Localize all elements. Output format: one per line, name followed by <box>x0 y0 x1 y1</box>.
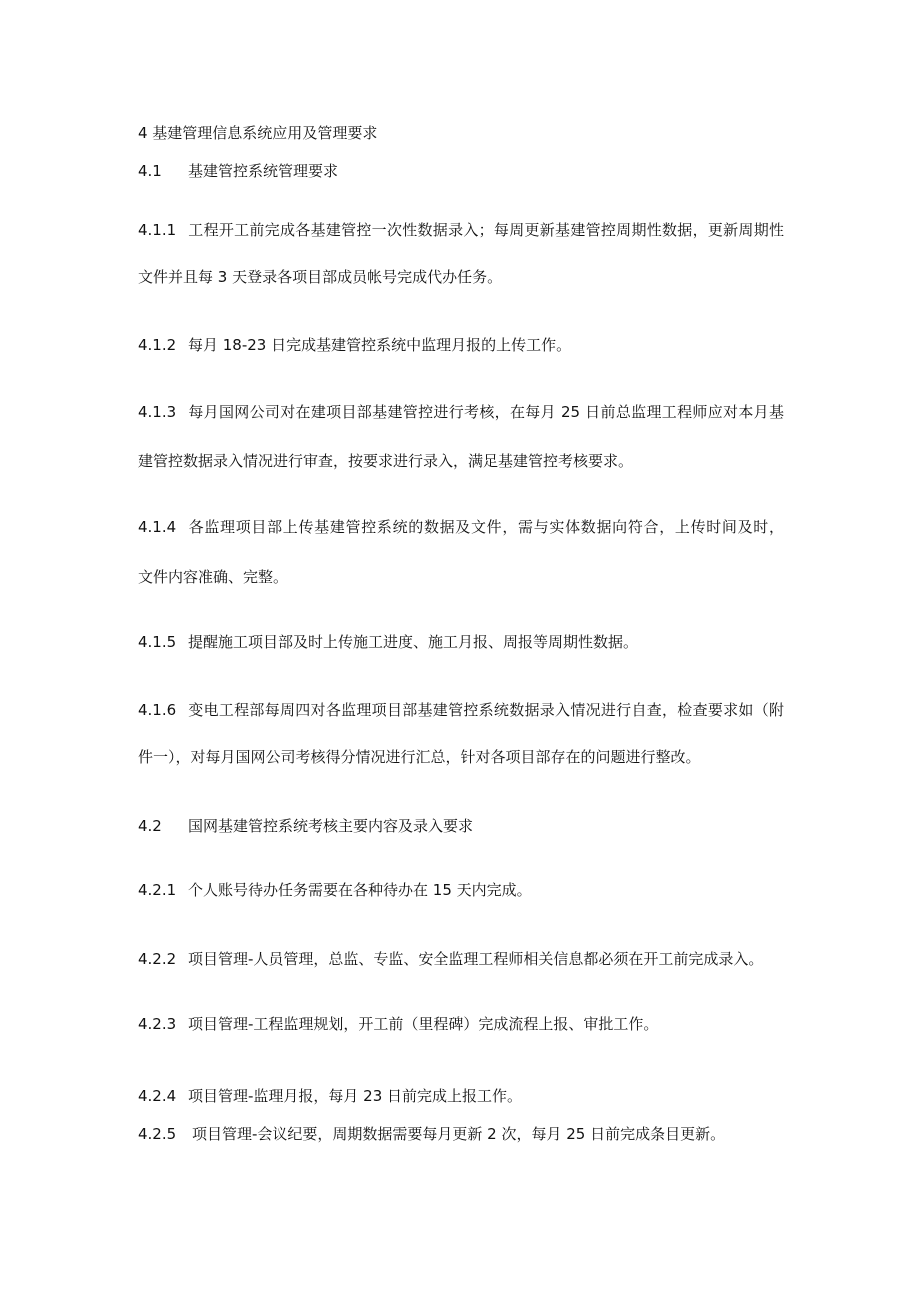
clause-text: 每月 18-23 日完成基建管控系统中监理月报的上传工作。 <box>188 336 572 354</box>
clause-text: 项目管理-工程监理规划，开工前（里程碑）完成流程上报、审批工作。 <box>188 1015 659 1033</box>
clause-text: 项目管理-人员管理，总监、专监、安全监理工程师相关信息都必须在开工前完成录入。 <box>188 950 764 968</box>
section-title: 国网基建管控系统考核主要内容及录入要求 <box>188 817 474 835</box>
clause-4-1-5 <box>138 632 638 652</box>
clause-number: 4.2.3 <box>138 1015 177 1033</box>
section-number: 4.2 <box>138 817 162 835</box>
clause-4-1-6-line2 <box>138 747 701 767</box>
clause-text: 变电工程部每周四对各监理项目部基建管控系统数据录入情况进行自查，检查要求如（附 <box>188 701 784 719</box>
chapter-heading <box>138 123 377 143</box>
clause-text: 项目管理-会议纪要，周期数据需要每月更新 2 次，每月 25 日前完成条目更新。 <box>192 1125 726 1143</box>
section-title: 基建管控系统管理要求 <box>188 162 339 180</box>
clause-number: 4.2.4 <box>138 1087 177 1105</box>
clause-4-1-4-line1 <box>138 517 784 537</box>
section-number: 4.1 <box>138 162 162 180</box>
clause-text-continued: 件一），对每月国网公司考核得分情况进行汇总，针对各项目部存在的问题进行整改。 <box>138 748 701 766</box>
clause-4-2-4 <box>138 1086 522 1106</box>
clause-number: 4.1.5 <box>138 633 177 651</box>
clause-4-1-1-line1 <box>138 220 784 240</box>
section-heading-4-1 <box>138 161 338 181</box>
clause-number: 4.1.3 <box>138 403 177 421</box>
clause-number: 4.1.6 <box>138 701 177 719</box>
clause-number: 4.1.2 <box>138 336 177 354</box>
clause-4-1-2 <box>138 335 571 355</box>
clause-4-1-1-line2 <box>138 267 502 287</box>
clause-4-2-3 <box>138 1014 658 1034</box>
clause-4-2-2 <box>138 949 763 969</box>
clause-text: 各监理项目部上传基建管控系统的数据及文件，需与实体数据向符合，上传时间及时， <box>188 518 784 536</box>
clause-text-continued: 文件并且每 3 天登录各项目部成员帐号完成代办任务。 <box>138 268 503 286</box>
clause-4-2-5 <box>138 1124 725 1144</box>
clause-text: 项目管理-监理月报，每月 23 日前完成上报工作。 <box>188 1087 523 1105</box>
clause-4-1-3-line1 <box>138 402 784 422</box>
clause-text: 提醒施工项目部及时上传施工进度、施工月报、周报等周期性数据。 <box>188 633 639 651</box>
clause-number: 4.1.1 <box>138 221 177 239</box>
clause-number: 4.1.4 <box>138 518 177 536</box>
clause-4-1-6-line1 <box>138 700 784 720</box>
clause-4-1-4-line2 <box>138 567 288 587</box>
clause-text-continued: 建管控数据录入情况进行审查，按要求进行录入，满足基建管控考核要求。 <box>138 452 634 470</box>
clause-text: 每月国网公司对在建项目部基建管控进行考核，在每月 25 日前总监理工程师应对本月基 <box>188 403 784 421</box>
clause-number: 4.2.2 <box>138 950 177 968</box>
clause-text: 工程开工前完成各基建管控一次性数据录入；每周更新基建管控周期性数据，更新周期性 <box>188 221 784 239</box>
clause-4-1-3-line2 <box>138 451 633 471</box>
chapter-heading-text: 4 基建管理信息系统应用及管理要求 <box>138 124 378 142</box>
clause-number: 4.2.1 <box>138 881 177 899</box>
clause-text: 个人账号待办任务需要在各种待办在 15 天内完成。 <box>188 881 532 899</box>
clause-number: 4.2.5 <box>138 1125 177 1143</box>
clause-text-continued: 文件内容准确、完整。 <box>138 568 289 586</box>
section-heading-4-2 <box>138 816 473 836</box>
clause-4-2-1 <box>138 880 532 900</box>
